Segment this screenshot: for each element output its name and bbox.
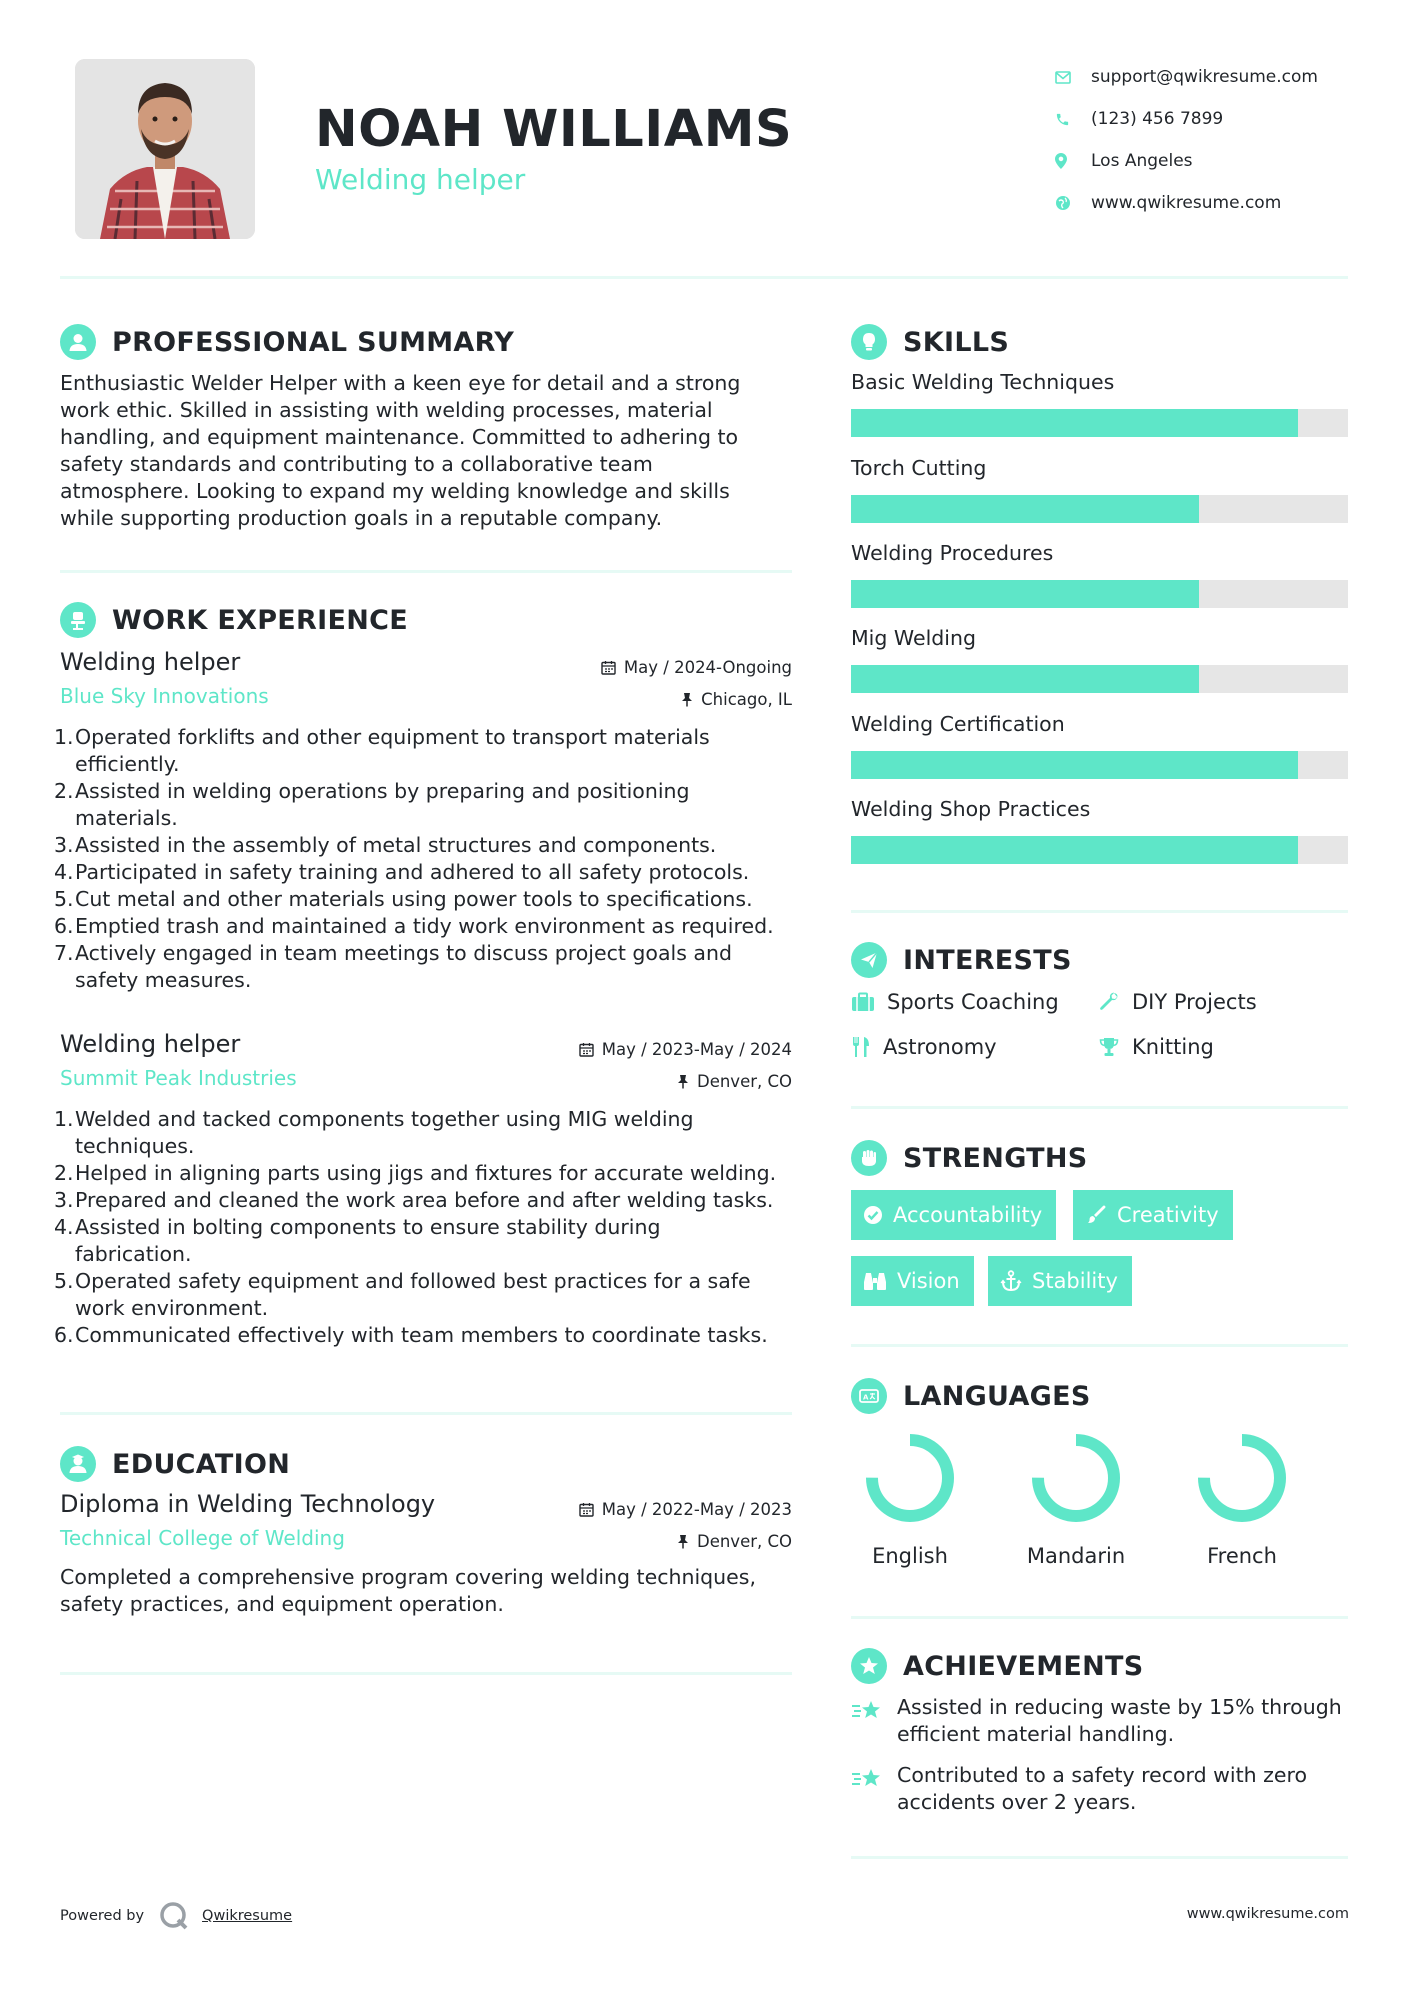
contact-website-text: www.qwikresume.com [1091,193,1282,213]
achievement-line: Contributed to a safety record with zero [897,1763,1308,1787]
skill-bar [851,495,1348,523]
strength-chip [851,1256,974,1306]
job-entry [54,1030,792,1349]
phone-icon [1055,112,1091,127]
skill-item [851,456,1348,480]
skill-bar [851,836,1348,864]
strength-chip [851,1190,1056,1240]
strength-label: Stability [1032,1269,1118,1293]
achievement-text [897,1762,1307,1816]
profile-photo-image [75,59,255,239]
task-item: 1. Operated forklifts and other equipment to transport materials efficiently. [54,725,710,776]
skill-bar-fill [851,409,1298,437]
trophy-icon [1098,1036,1120,1058]
calendar-icon [579,1502,594,1517]
summary-line: handling, and equipment maintenance. Committed to adhering to [60,425,739,449]
achievement-item [851,1762,1351,1816]
powered-by-text: Powered by [60,1908,145,1924]
skill-name: Torch Cutting [851,456,987,480]
education-heading-text: EDUCATION [112,1448,291,1480]
skill-item [851,626,1348,650]
summary-line: Enthusiastic Welder Helper with a keen eye for detail and a strong [60,371,741,395]
chair-icon [60,602,96,638]
strengths-heading-text: STRENGTHS [903,1142,1088,1174]
strength-label: Creativity [1117,1203,1219,1227]
language-item [1187,1430,1297,1568]
language-item [855,1430,965,1568]
svg-text:A: A [863,1393,869,1402]
skill-name: Welding Shop Practices [851,797,1091,821]
achievements-heading-text: ACHIEVEMENTS [903,1650,1144,1682]
achievement-item [851,1694,1351,1748]
job-date-text: May / 2024-Ongoing [623,658,792,677]
strength-chip [988,1256,1132,1306]
job-company: Blue Sky Innovations [60,684,269,708]
candidate-role: Welding helper [315,163,526,196]
languages-heading-text: LANGUAGES [903,1380,1091,1412]
task-item: 5. Cut metal and other materials using power tools to specifications. [54,887,753,911]
language-name: English [872,1544,948,1568]
task-item: 3. Assisted in the assembly of metal structures and components. [54,833,717,857]
languages-heading [851,1378,1091,1414]
interest-label: Astronomy [883,1035,997,1059]
contact-email-text: support@qwikresume.com [1091,67,1318,87]
education-description [60,1564,792,1618]
languages-divider [851,1616,1348,1619]
school-name: Technical College of Welding [60,1526,345,1550]
skill-bar-fill [851,580,1199,608]
binoculars-icon [863,1271,887,1291]
task-item: 6. Communicated effectively with team members to coordinate tasks. [54,1323,768,1347]
interest-label: Sports Coaching [887,990,1059,1014]
pushpin-icon [677,1534,689,1549]
interest-item [1098,990,1257,1014]
contact-phone[interactable] [1055,98,1385,140]
task-item: 2. Helped in aligning parts using jigs and fixtures for accurate welding. [54,1161,777,1185]
summary-heading [60,324,514,360]
profile-photo [75,59,255,239]
education-date-text: May / 2022-May / 2023 [601,1500,792,1519]
contact-location-text: Los Angeles [1091,151,1193,171]
task-item: 6. Emptied trash and maintained a tidy work environment as required. [54,914,774,938]
wrench-icon [1098,991,1120,1013]
skill-name: Welding Certification [851,712,1065,736]
qwikresume-logo-icon [158,1900,190,1932]
achievements-divider [851,1856,1348,1859]
skill-bar [851,409,1348,437]
pushpin-icon [681,692,693,707]
skill-bar [851,751,1348,779]
job-date [601,658,792,677]
achievement-text [897,1694,1342,1748]
interest-label: DIY Projects [1132,990,1257,1014]
skill-bar-fill [851,495,1199,523]
job-date [579,1040,792,1059]
skill-item [851,797,1348,821]
job-title: Welding helper [60,648,241,676]
interest-item [1098,1035,1214,1059]
graduate-icon [60,1446,96,1482]
skill-bar-fill [851,836,1298,864]
task-item: 1. Welded and tacked components together using MIG welding techniques. [54,1107,694,1158]
fork-knife-icon [851,1036,871,1058]
strength-chip [1073,1190,1233,1240]
interest-item [851,990,1059,1014]
language-ring [1194,1430,1290,1526]
pushpin-icon [677,1074,689,1089]
interest-item [851,1035,997,1059]
experience-divider [60,1412,792,1415]
strength-label: Vision [897,1269,960,1293]
briefcase-icon [851,992,875,1012]
education-location [677,1532,792,1551]
achievements-heading [851,1648,1144,1684]
job-location [677,1072,792,1091]
check-circle-icon [863,1205,883,1225]
anchor-icon [1000,1270,1022,1292]
education-entry [60,1490,792,1618]
contact-website[interactable] [1055,182,1385,224]
language-item [1021,1430,1131,1568]
achievement-line: Assisted in reducing waste by 15% through [897,1695,1342,1719]
calendar-icon [579,1042,594,1057]
task-item: 4. Assisted in bolting components to ensure stability during fabrication. [54,1215,661,1266]
job-location [681,690,792,709]
qwikresume-link[interactable]: Qwikresume [202,1908,293,1924]
footer-powered-by [60,1900,292,1932]
skill-name: Welding Procedures [851,541,1054,565]
calendar-icon [601,660,616,675]
footer-website[interactable]: www.qwikresume.com [1186,1906,1349,1922]
header-divider [60,276,1348,279]
skill-bar [851,580,1348,608]
interests-heading [851,942,1072,978]
shooting-star-icon [851,1766,883,1792]
skill-bar-fill [851,751,1298,779]
job-company: Summit Peak Industries [60,1066,297,1090]
education-divider [60,1672,792,1675]
experience-heading [60,602,408,638]
job-date-text: May / 2023-May / 2024 [601,1040,792,1059]
job-entry [54,648,792,994]
skill-item [851,712,1348,736]
language-name: French [1207,1544,1277,1568]
summary-line: work ethic. Skilled in assisting with welding processes, material [60,398,713,422]
strength-label: Accountability [893,1203,1043,1227]
achievement-line: accidents over 2 years. [897,1790,1137,1814]
envelope-icon [1055,71,1091,84]
contact-phone-text: (123) 456 7899 [1091,109,1224,129]
skill-name: Basic Welding Techniques [851,370,1115,394]
task-item: 7. Actively engaged in team meetings to discuss project goals and safety measures. [54,941,732,992]
skill-bar-fill [851,665,1199,693]
interests-divider [851,1106,1348,1109]
medal-star-icon [851,1648,887,1684]
task-list [54,1106,792,1349]
task-list [54,724,792,994]
skill-bar [851,665,1348,693]
candidate-name: NOAH WILLIAMS [315,100,793,159]
summary-line: safety standards and contributing to a collaborative team [60,452,653,476]
skills-heading-text: SKILLS [903,326,1010,358]
task-item: 4. Participated in safety training and adhered to all safety protocols. [54,860,750,884]
education-line: safety practices, and equipment operation. [60,1592,504,1616]
task-item: 5. Operated safety equipment and followed best practices for a safe work environment. [54,1269,751,1320]
skill-item [851,541,1348,565]
language-name: Mandarin [1026,1544,1126,1568]
strengths-divider [851,1344,1348,1347]
skill-name: Mig Welding [851,626,977,650]
education-line: Completed a comprehensive program covering welding techniques, [60,1565,756,1589]
summary-divider [60,570,792,573]
fist-icon [851,1140,887,1176]
job-location-text: Chicago, IL [701,690,792,709]
skill-item [851,370,1348,394]
summary-heading-text: PROFESSIONAL SUMMARY [112,326,515,358]
education-heading [60,1446,290,1482]
interest-label: Knitting [1132,1035,1214,1059]
achievement-line: efficient material handling. [897,1722,1175,1746]
skills-heading [851,324,1009,360]
user-icon [60,324,96,360]
summary-line: atmosphere. Looking to expand my welding knowledge and skills [60,479,730,503]
contact-email[interactable] [1055,56,1385,98]
contact-list [1055,56,1385,224]
job-location-text: Denver, CO [696,1072,792,1091]
degree-title: Diploma in Welding Technology [60,1490,436,1518]
map-pin-icon [1055,153,1091,169]
language-icon [851,1378,887,1414]
language-ring [862,1430,958,1526]
summary-line: while supporting production goals in a reputable company. [60,506,663,530]
strengths-heading [851,1140,1088,1176]
experience-heading-text: WORK EXPERIENCE [112,604,408,636]
paint-brush-icon [1085,1205,1107,1225]
task-item: 2. Assisted in welding operations by preparing and positioning materials. [54,779,690,830]
task-item: 3. Prepared and cleaned the work area before and after welding tasks. [54,1188,774,1212]
job-title: Welding helper [60,1030,241,1058]
summary-text [60,370,792,532]
contact-location [1055,140,1385,182]
shooting-star-icon [851,1698,883,1724]
interests-heading-text: INTERESTS [903,944,1072,976]
skills-divider [851,910,1348,913]
globe-icon [1055,195,1091,211]
language-ring [1028,1430,1124,1526]
education-location-text: Denver, CO [696,1532,792,1551]
education-date [579,1500,792,1519]
paper-plane-icon [851,942,887,978]
lightbulb-icon [851,324,887,360]
